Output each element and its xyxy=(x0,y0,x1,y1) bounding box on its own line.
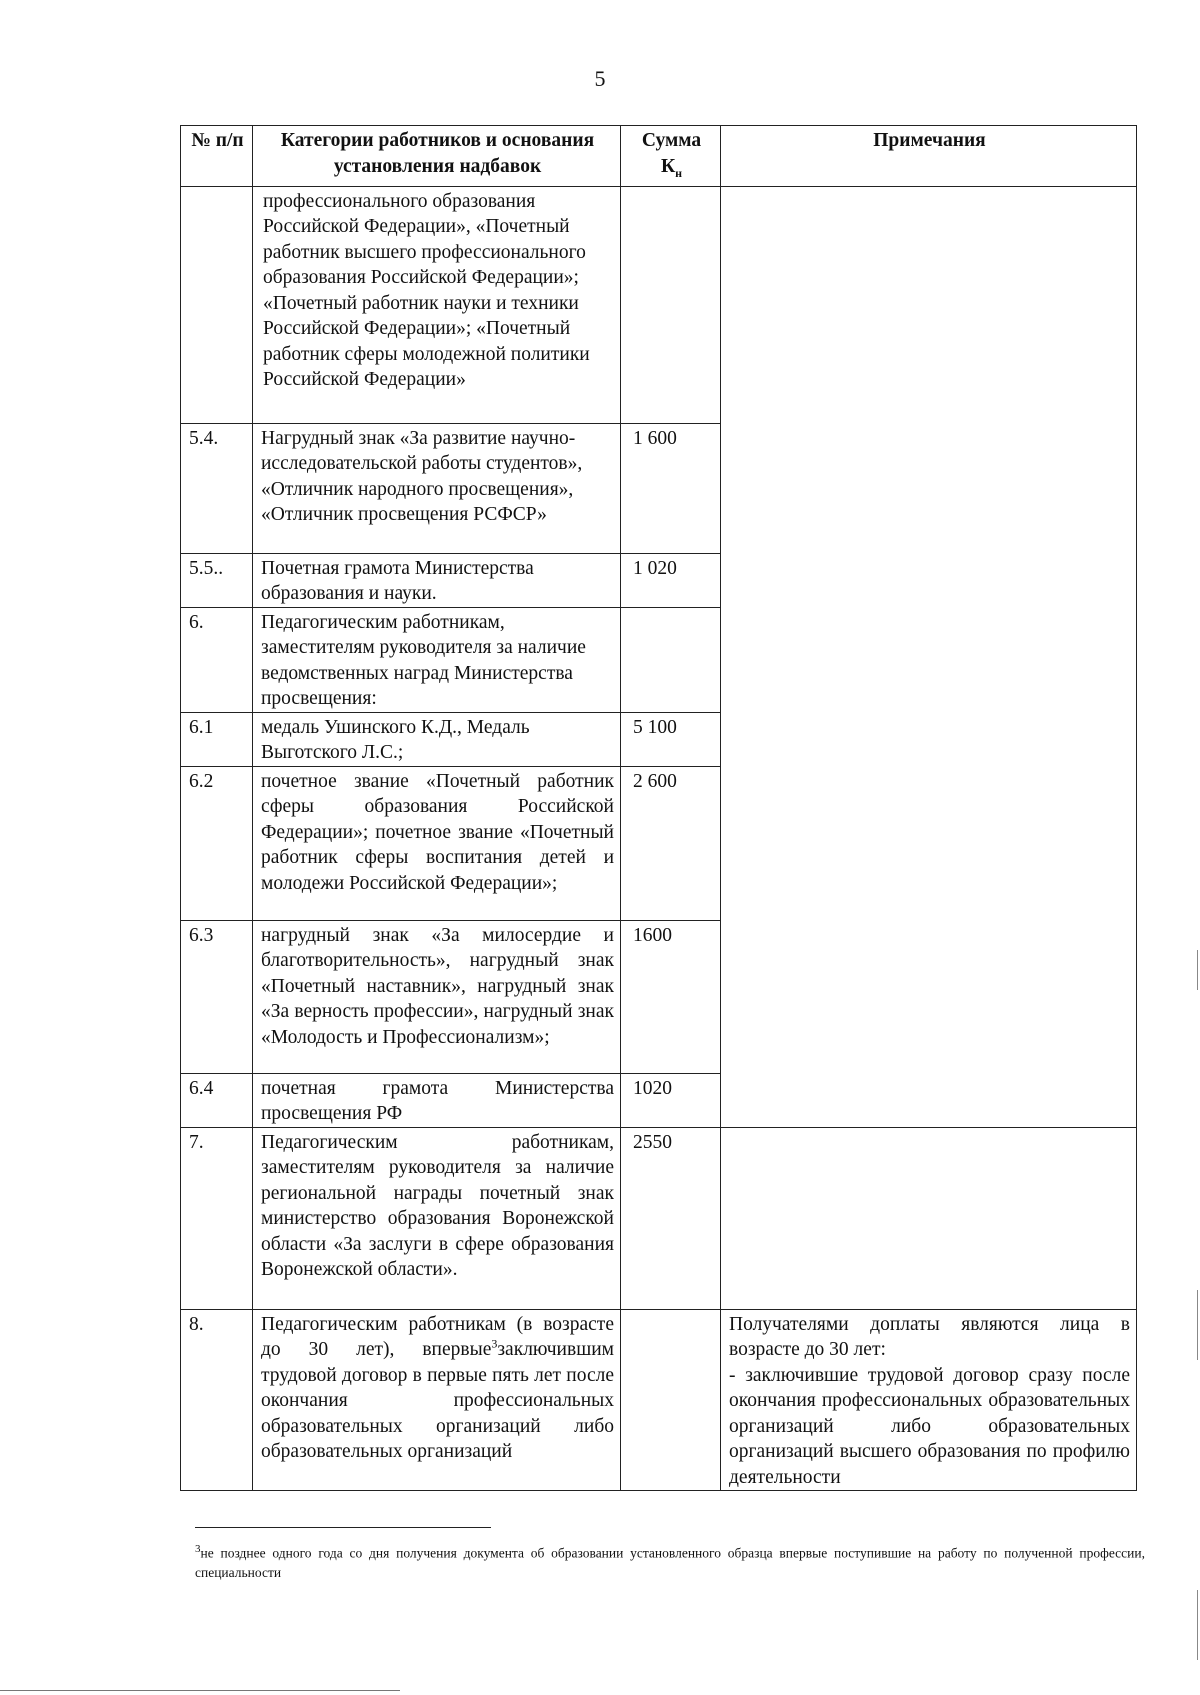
footnote-separator xyxy=(195,1527,491,1528)
header-num: № п/п xyxy=(181,126,253,187)
table-row xyxy=(181,1127,1137,1309)
row-notes-empty xyxy=(721,1127,1137,1309)
row-category xyxy=(253,1309,621,1491)
row-category: медаль Ушинского К.Д., Медаль Выготского Л.С.; xyxy=(253,712,621,766)
row-notes-line: - заключившие трудовой договор сразу после окончания профессиональных образовательных организаций либо образовательных организаций высшего образования по профилю деятельности xyxy=(729,1364,1130,1488)
row-category: почетное звание «Почетный работник сферы образования Российской Федерации»; почетное звание «Почетный работник сферы воспитания детей и молодежи Российской Федерации»; xyxy=(253,766,621,920)
table-row xyxy=(181,186,1137,423)
row-notes xyxy=(721,1309,1137,1491)
row-notes-line: Получателями доплаты являются лица в возрасте до 30 лет: xyxy=(729,1313,1130,1361)
table-row xyxy=(181,1309,1137,1491)
allowances-table xyxy=(180,125,1137,1491)
row-category-part: заключившим трудовой договор в первые пять лет после окончания профессиональных образовательных организаций либо образовательных организаций xyxy=(261,1339,614,1463)
row-notes-empty xyxy=(721,186,1137,1127)
scan-edge-marks xyxy=(1194,950,1200,1670)
row-sum: 2 600 xyxy=(621,766,721,920)
row-category: Педагогическим работникам, заместителям руководителя за наличие ведомственных наград Министерства просвещения: xyxy=(253,607,621,712)
row-num: 6.1 xyxy=(181,712,253,766)
row-num: 5.5.. xyxy=(181,553,253,607)
row-category: Почетная грамота Министерства образования и науки. xyxy=(253,553,621,607)
header-sum-subscript: н xyxy=(675,165,683,180)
row-num: 8. xyxy=(181,1309,253,1491)
row-category: нагрудный знак «За милосердие и благотворительность», нагрудный знак «Почетный наставник», нагрудный знак «За верность профессии», нагрудный знак «Молодость и Профессионализм»; xyxy=(253,920,621,1073)
scan-bottom-line xyxy=(0,1690,400,1691)
row-num: 6.4 xyxy=(181,1073,253,1127)
row-num: 5.4. xyxy=(181,423,253,553)
row-num: 6. xyxy=(181,607,253,712)
page-number: 5 xyxy=(594,66,606,91)
row-num: 6.3 xyxy=(181,920,253,1073)
row-sum: 5 100 xyxy=(621,712,721,766)
row-category: Нагрудный знак «За развитие научно-исследовательской работы студентов», «Отличник народного просвещения», «Отличник просвещения РСФСР» xyxy=(253,423,621,553)
row-sum: 1020 xyxy=(621,1073,721,1127)
header-notes: Примечания xyxy=(721,126,1137,187)
row-num: 7. xyxy=(181,1127,253,1309)
table-header-row xyxy=(181,126,1137,187)
row-sum: 1 600 xyxy=(621,423,721,553)
footnote-mark: 3 xyxy=(195,1543,201,1555)
row-sum xyxy=(621,1309,721,1491)
row-category: профессионального образования Российской Федерации», «Почетный работник высшего профессионального образования Российской Федерации»; «Почетный работник науки и техники Российской Федерации»; «Почетный работник сферы молодежной политики Российской Федерации» xyxy=(253,186,621,423)
row-sum xyxy=(621,186,721,423)
row-category: Педагогическим работникам, заместителям руководителя за наличие региональной награды почетный знак министерство образования Воронежской области «За заслуги в сфере образования Воронежской области». xyxy=(253,1127,621,1309)
row-sum: 1600 xyxy=(621,920,721,1073)
header-sum xyxy=(621,126,721,187)
footnote-text: не позднее одного года со дня получения документа об образовании установленного образца впервые поступившие на работу по полученной профессии, специальности xyxy=(195,1545,1145,1580)
row-sum xyxy=(621,607,721,712)
row-sum: 2550 xyxy=(621,1127,721,1309)
row-sum: 1 020 xyxy=(621,553,721,607)
footnote xyxy=(195,1540,1145,1582)
row-category: почетная грамота Министерства просвещения РФ xyxy=(253,1073,621,1127)
header-sum-label: Сумма К xyxy=(641,130,702,177)
footnote-reference: 3 xyxy=(491,1336,498,1351)
header-category: Категории работников и основания установления надбавок xyxy=(253,126,621,187)
row-num: 6.2 xyxy=(181,766,253,920)
row-category-part: Педагогическим работникам (в возрасте до 30 лет), впервые xyxy=(261,1313,614,1361)
row-num xyxy=(181,186,253,423)
